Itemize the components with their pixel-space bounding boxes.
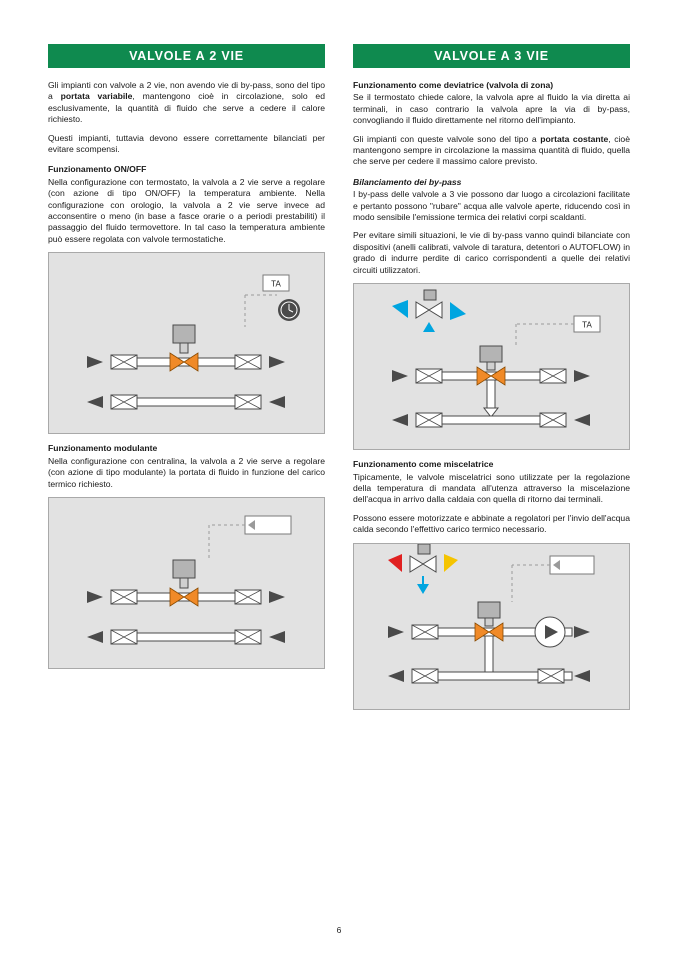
right-p2-part-c: , cioè mantengono sempre in circolazione la massima quantità di fluido, quella che serve per cedere il massimo calore previsto. xyxy=(353,133,630,167)
left-paragraph-2: Questi impianti, tuttavia devono essere correttamente bilanciati per evitare scompensi. xyxy=(48,132,325,155)
left-column xyxy=(48,44,325,718)
left-p1-bold: portata variabile xyxy=(60,91,133,102)
figure-three-way-deviatrice xyxy=(353,283,630,450)
left-paragraph-4: Nella configurazione con centralina, la valvola a 2 vie serve a regolare (con azione di tipo modulante) la portata di fluido in funzione del carico termico richiesto. xyxy=(48,455,325,489)
right-column xyxy=(353,44,630,718)
right-p2-part-a: Gli impianti con queste valvole sono del tipo a xyxy=(353,133,541,144)
left-heading-modulante: Funzionamento modulante xyxy=(48,443,158,454)
figure-three-way-miscelatrice xyxy=(353,543,630,710)
right-p2-bold: portata costante xyxy=(540,133,609,144)
two-column-layout xyxy=(48,44,630,718)
figure-1-diagram xyxy=(49,253,324,433)
left-p1-part-a: Gli impianti con valvole a 2 vie, non avendo vie di by-pass, sono del tipo a xyxy=(48,80,325,102)
figure-3-diagram xyxy=(354,284,629,449)
figure-4-diagram xyxy=(354,544,629,709)
right-heading-bilanciamento: Bilanciamento dei by-pass xyxy=(353,176,462,187)
right-heading-miscelatrice: Funzionamento come miscelatrice xyxy=(353,459,494,470)
figure-two-way-onoff xyxy=(48,252,325,434)
svg-text:TA: TA xyxy=(582,320,592,330)
right-paragraph-4: Per evitare simili situazioni, le vie di by-pass vanno quindi bilanciate con dispositivi (anelli calibrati, valvole di taratura, detentori o AUTOFLOW) in grado di indurre perdite di carico corrispondenti a quelle dei relativi circuiti utilizzatori. xyxy=(353,230,630,275)
figure-two-way-modulante xyxy=(48,497,325,669)
right-paragraph-1: Se il termostato chiede calore, la valvola apre al fluido la via diretta ai terminali, in caso contrario la valvola apre la via di by-pass, convogliando il fluido direttamente nel ritorno dell'impianto. xyxy=(353,92,630,126)
figure-2-diagram xyxy=(49,498,324,668)
svg-text:TA: TA xyxy=(271,279,281,289)
left-paragraph-1 xyxy=(48,80,325,126)
right-paragraph-2 xyxy=(353,134,630,168)
right-paragraph-5: Tipicamente, le valvole miscelatrici sono utilizzate per la regolazione della temperatura di mandata all'utenza attraverso la miscelazione dell'acqua in arrivo dalla caldaia con quella di ritorno dai terminali. xyxy=(353,471,630,505)
left-paragraph-3: Nella configurazione con termostato, la valvola a 2 vie serve a regolare (con azione di tipo ON/OFF) la temperatura ambiente. Nella configurazione con orologio, la valvola a 2 vie serve invece ad acconsentire o meno (in base a fasce orarie o a periodi prestabiliti) il passaggio del fluido termovettore. In tal caso la temperatura ambiente può essere regolata con valvole termostatiche. xyxy=(48,176,325,244)
page-number: 6 xyxy=(336,925,342,935)
right-paragraph-3: I by-pass delle valvole a 3 vie possono dar luogo a circolazioni facilitate e pertanto possono "rubare" acqua alle valvole aperte, riducendo così in modo sensibile l'emissione termica dei relativi corpi scaldanti. xyxy=(353,189,630,223)
left-p1-part-c: , mantengono cioè in circolazione, solo ed esclusivamente, la quantità di fluido che serve a cedere il calore richiesto. xyxy=(48,91,325,125)
right-heading-deviatrice: Funzionamento come deviatrice (valvola di zona) xyxy=(353,80,554,90)
right-section-banner: VALVOLE A 3 VIE xyxy=(353,44,630,68)
right-paragraph-6: Possono essere motorizzate e abbinate a regolatori per l'invio dell'acqua calda secondo l'effettivo carico termico necessario. xyxy=(353,512,630,535)
left-heading-onoff: Funzionamento ON/OFF xyxy=(48,164,147,175)
left-section-banner: VALVOLE A 2 VIE xyxy=(48,44,325,68)
